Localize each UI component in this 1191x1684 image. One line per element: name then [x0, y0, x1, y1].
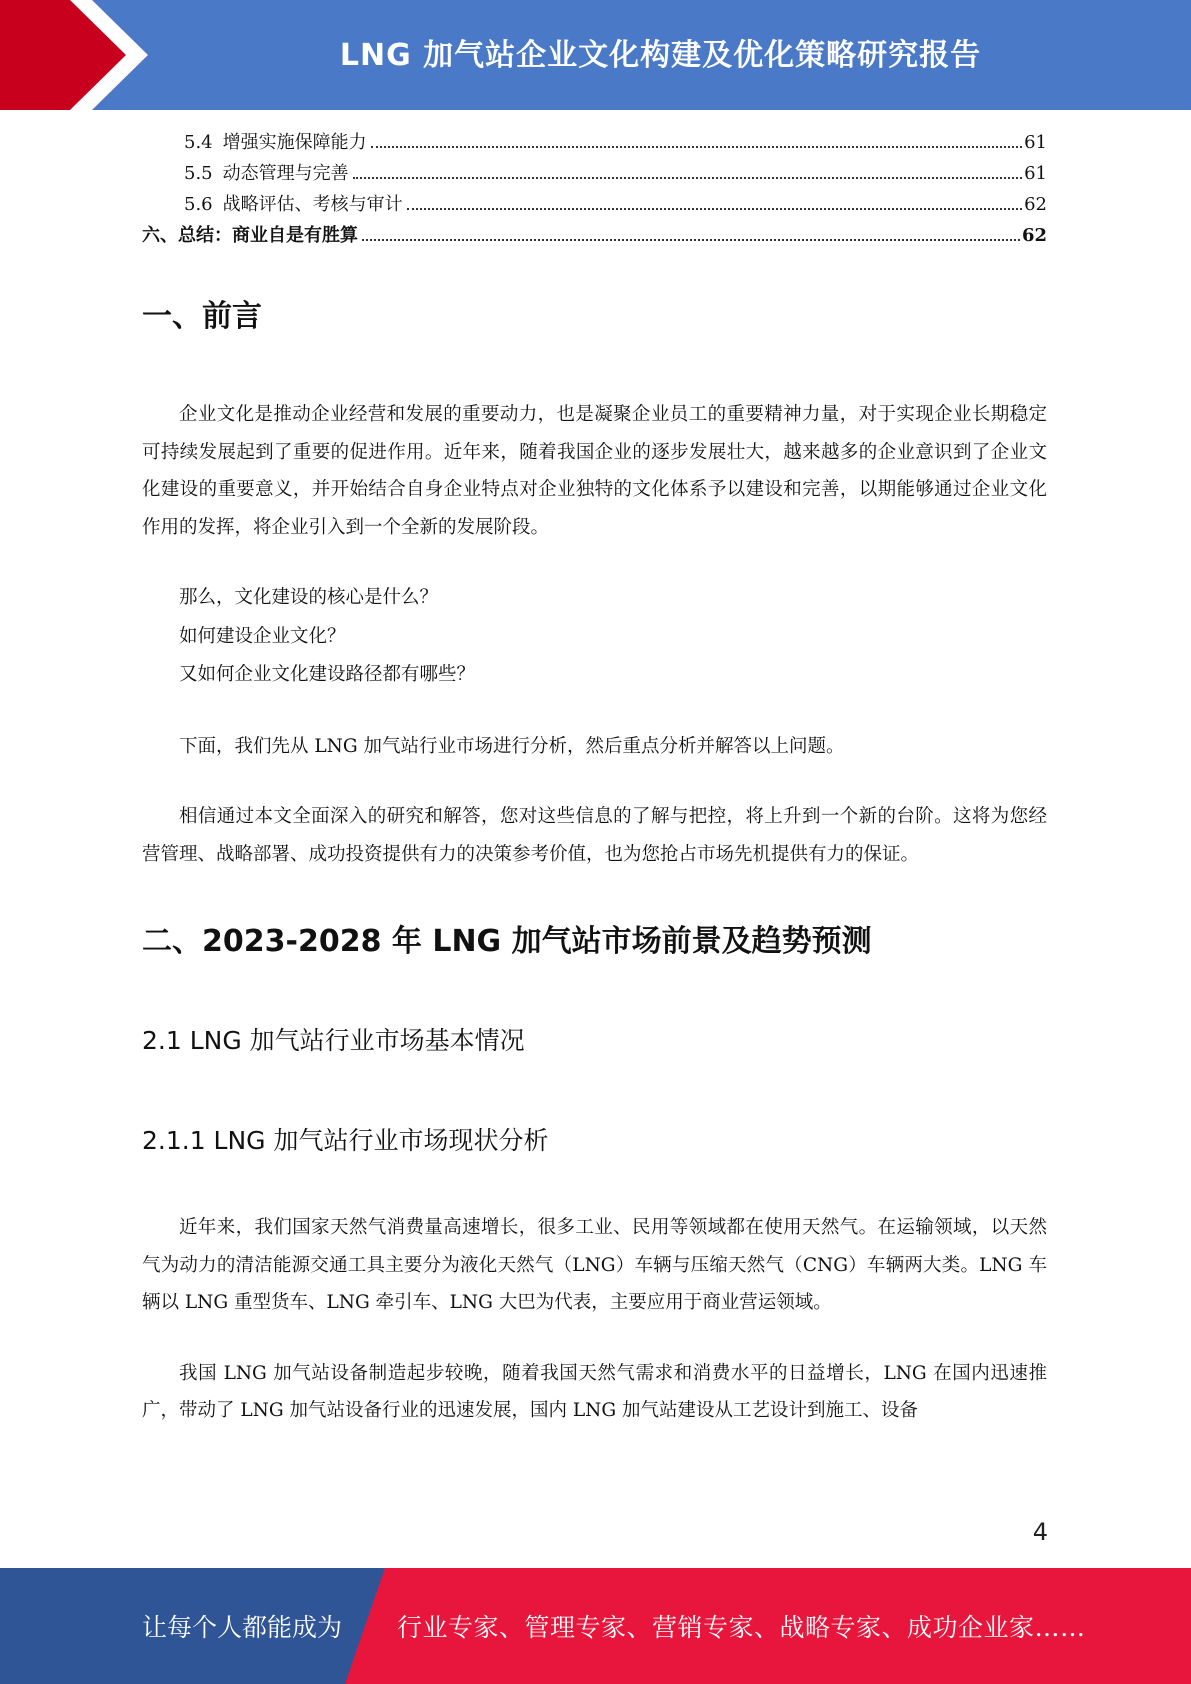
table-of-contents [142, 128, 1047, 252]
toc-entry-title: 战略评估、考核与审计 [222, 194, 403, 215]
question-line: 那么，文化建设的核心是什么？ [179, 587, 439, 608]
toc-entry[interactable] [142, 159, 1047, 190]
toc-entry-page: 62 [1021, 225, 1047, 246]
page-header [0, 0, 1191, 110]
red-arrow-logo-icon [0, 0, 150, 110]
subsection-heading: 2.1.1 LNG 加气站行业市场现状分析 [142, 1126, 549, 1155]
paragraph: 相信通过本文全面深入的研究和解答，您对这些信息的了解与把控，将上升到一个新的台阶。这将为您经营管理、战略部署、成功投资提供有力的决策参考价值，也为您抢占市场先机提供有力的保证。 [142, 806, 1047, 865]
footer-slogan-right: 行业专家、管理专家、营销专家、战略专家、成功企业家…… [397, 1613, 1086, 1642]
paragraph: 近年来，我们国家天然气消费量高速增长，很多工业、民用等领域都在使用天然气。在运输领域，以天然气为动力的清洁能源交通工具主要分为液化天然气（LNG）车辆与压缩天然气（CNG）车辆两大类。LNG 车辆以 LNG 重型货车、LNG 牵引车、LNG 大巴为代表，主要应用于商业营运领域。 [142, 1217, 1047, 1313]
page-footer [0, 1568, 1191, 1684]
paragraph: 下面，我们先从 LNG 加气站行业市场进行分析，然后重点分析并解答以上问题。 [179, 735, 845, 757]
toc-entry-page: 61 [1024, 132, 1047, 153]
document-body [142, 290, 1047, 1430]
toc-dot-leader [371, 146, 1022, 148]
toc-entry[interactable] [142, 190, 1047, 221]
toc-entry-title: 六、总结：商业自是有胜算 [142, 225, 358, 246]
toc-entry-number: 5.6 [184, 194, 213, 215]
subsection-heading: 2.1 LNG 加气站行业市场基本情况 [142, 1026, 525, 1055]
toc-entry[interactable] [142, 128, 1047, 159]
page-number: 4 [1032, 1518, 1048, 1546]
question-line: 如何建设企业文化？ [179, 625, 346, 647]
toc-entry-title: 动态管理与完善 [222, 163, 349, 184]
paragraph: 我国 LNG 加气站设备制造起步较晚，随着我国天然气需求和消费水平的日益增长，LNG 在国内迅速推广，带动了 LNG 加气站设备行业的迅速发展，国内 LNG 加气站建设从工艺设计到施工、设备 [142, 1362, 1047, 1421]
paragraph: 企业文化是推动企业经营和发展的重要动力，也是凝聚企业员工的重要精神力量，对于实现企业长期稳定可持续发展起到了重要的促进作用。近年来，随着我国企业的逐步发展壮大，越来越多的企业意识到了企业文化建设的重要意义，并开始结合自身企业特点对企业独特的文化体系予以建设和完善，以期能够通过企业文化作用的发挥，将企业引入到一个全新的发展阶段。 [142, 404, 1047, 538]
toc-dot-leader [407, 208, 1022, 210]
toc-dot-leader [362, 239, 1020, 241]
toc-entry-chapter[interactable] [142, 221, 1047, 252]
toc-entry-page: 62 [1024, 194, 1047, 215]
toc-entry-page: 61 [1024, 163, 1047, 184]
toc-dot-leader [353, 177, 1022, 179]
toc-entry-number: 5.5 [184, 163, 213, 184]
toc-entry-number: 5.4 [184, 132, 213, 153]
footer-slogan-left: 让每个人都能成为 [142, 1613, 343, 1642]
toc-entry-title: 增强实施保障能力 [222, 132, 367, 153]
section-heading-market-outlook: 二、2023-2028 年 LNG 加气站市场前景及趋势预测 [142, 924, 872, 959]
report-title: LNG 加气站企业文化构建及优化策略研究报告 [339, 38, 982, 73]
question-line: 又如何企业文化建设路径都有哪些？ [179, 664, 476, 685]
section-heading-preface: 一、前言 [142, 299, 262, 334]
